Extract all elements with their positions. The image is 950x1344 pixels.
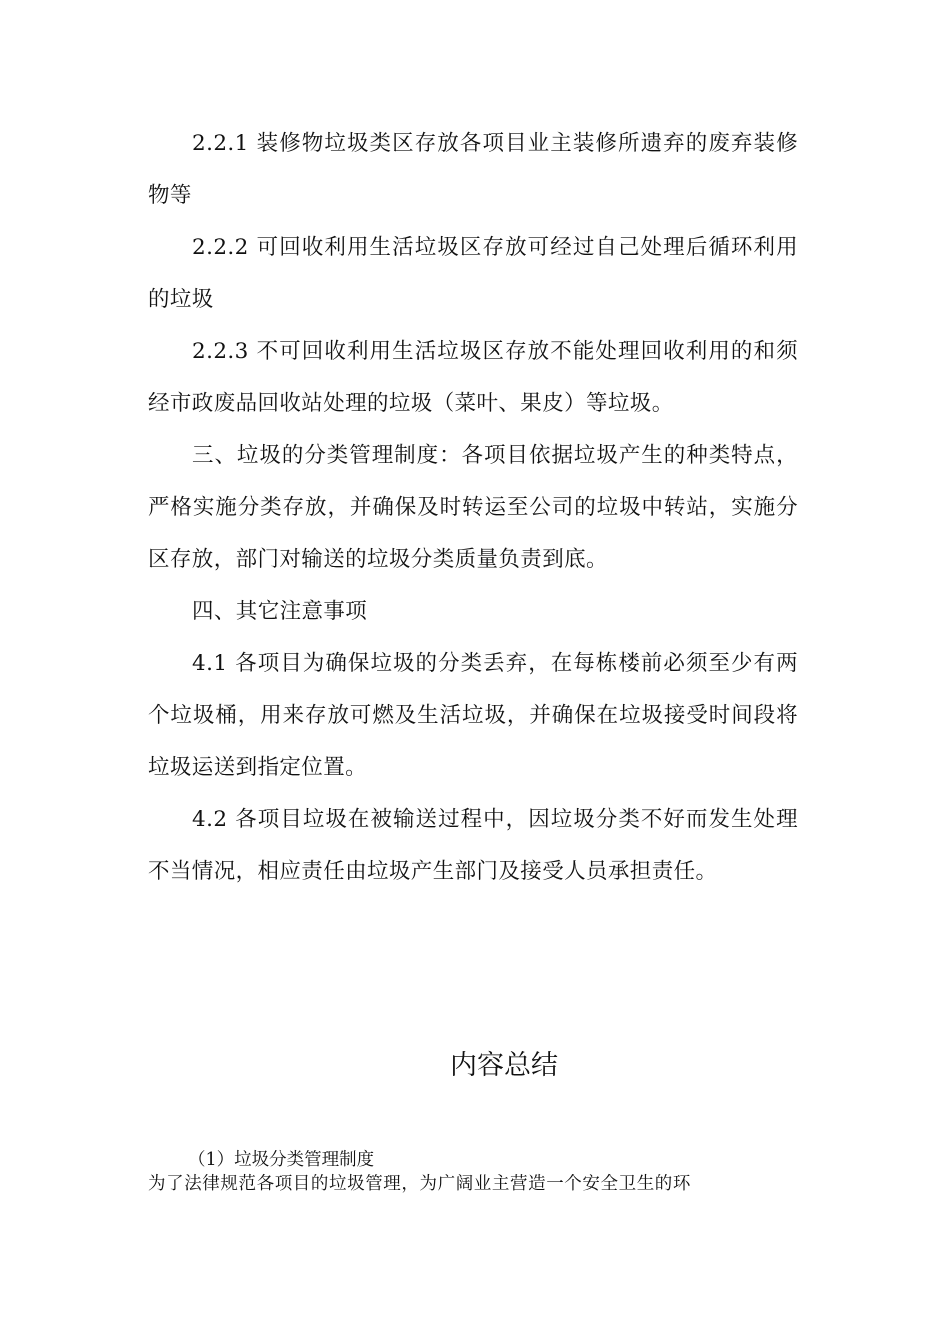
paragraph-4-2: 4.2 各项目垃圾在被输送过程中，因垃圾分类不好而发生处理不当情况，相应责任由垃圾产生部门及接受人员承担责任。 bbox=[148, 807, 798, 884]
document-body bbox=[148, 118, 798, 898]
paragraph-2-2-2: 2.2.2 可回收利用生活垃圾区存放可经过自己处理后循环利用的垃圾 bbox=[148, 235, 798, 312]
summary-title: 内容总结 bbox=[450, 1050, 558, 1081]
summary-body: 为了法律规范各项目的垃圾管理，为广阔业主营造一个安全卫生的环 bbox=[148, 1174, 691, 1194]
paragraph-2-2-3: 2.2.3 不可回收利用生活垃圾区存放不能处理回收利用的和须经市政废品回收站处理的垃圾（菜叶、果皮）等垃圾。 bbox=[148, 339, 798, 416]
paragraph-section-3: 三、垃圾的分类管理制度：各项目依据垃圾产生的种类特点，严格实施分类存放，并确保及时转运至公司的垃圾中转站，实施分区存放，部门对输送的垃圾分类质量负责到底。 bbox=[148, 443, 798, 572]
summary-subtitle: （1）垃圾分类管理制度 bbox=[188, 1150, 375, 1170]
heading-section-4: 四、其它注意事项 bbox=[192, 599, 368, 624]
paragraph-2-2-1: 2.2.1 装修物垃圾类区存放各项目业主装修所遗弃的废弃装修物等 bbox=[148, 131, 798, 208]
paragraph-4-1: 4.1 各项目为确保垃圾的分类丢弃，在每栋楼前必须至少有两个垃圾桶，用来存放可燃及生活垃圾，并确保在垃圾接受时间段将垃圾运送到指定位置。 bbox=[148, 651, 798, 780]
